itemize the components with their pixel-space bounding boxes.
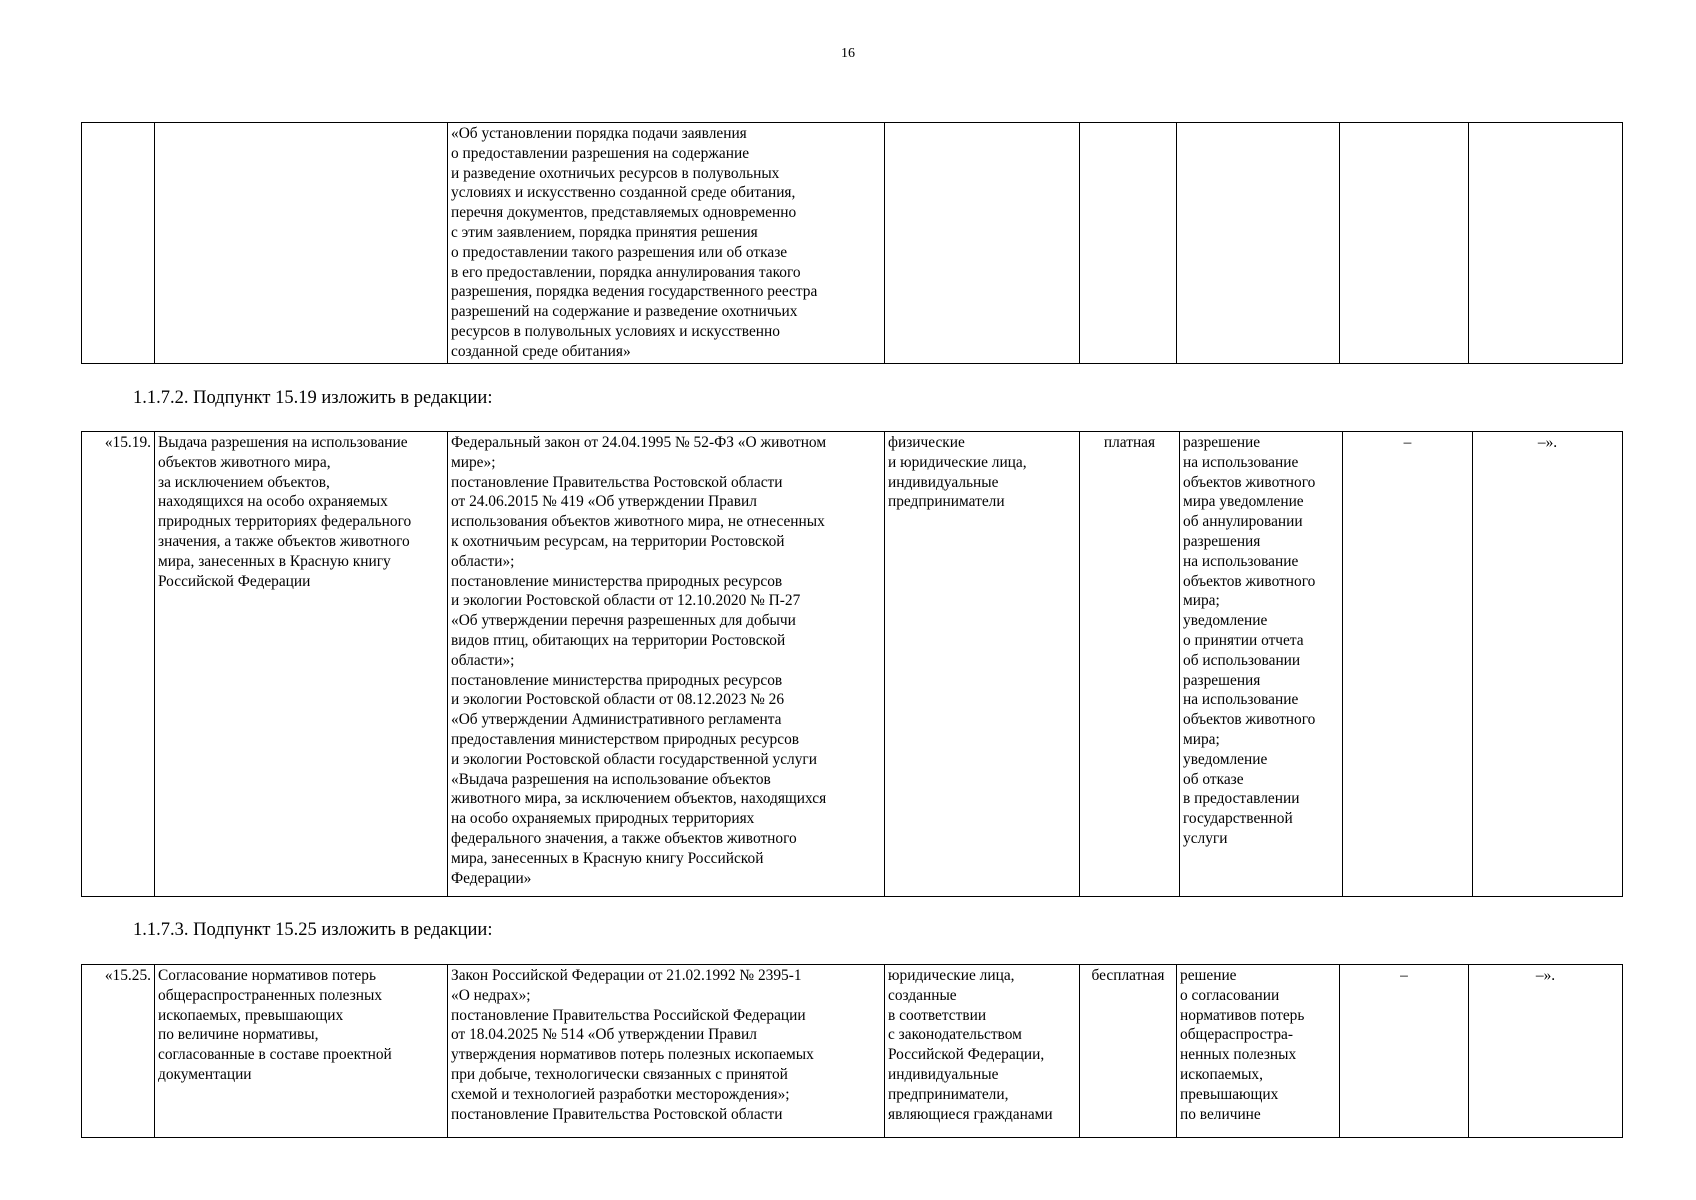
text-line: мира; [1183, 730, 1220, 748]
text-line: области»; [451, 552, 515, 570]
text-line: Согласование нормативов потерь [158, 967, 376, 984]
text-line: видов птиц, обитающих на территории Ростовской [451, 631, 786, 649]
text-line: индивидуальные [888, 473, 999, 491]
text-line: об использовании [1183, 651, 1301, 669]
cell-applicants [885, 432, 1080, 897]
cell-number: «15.25. [82, 965, 155, 1138]
text-line: нормативов потерь [1180, 1006, 1305, 1024]
text-line: по величине нормативы, [158, 1026, 319, 1044]
section-heading-1-1-7-3: 1.1.7.3. Подпункт 15.25 изложить в редакции: [133, 920, 493, 940]
text-line: уведомление [1183, 750, 1268, 768]
text-line: уведомление [1183, 612, 1268, 630]
cell-legal-basis [448, 965, 885, 1138]
text-line: «Выдача разрешения на использование объектов [451, 770, 771, 788]
cell-col8: –». [1469, 965, 1623, 1138]
table-15-19 [81, 431, 1623, 897]
cell-service-name [155, 123, 448, 364]
text-line: физические [888, 434, 965, 451]
text-line: документации [158, 1065, 252, 1083]
cell-number [82, 123, 155, 364]
text-line: использования объектов животного мира, не отнесенных [451, 513, 825, 531]
text-line: в предоставлении [1183, 790, 1300, 808]
text-line: с законодательством [888, 1026, 1022, 1044]
text-line: индивидуальные [888, 1065, 999, 1083]
text-line: об отказе [1183, 770, 1244, 788]
text-line: объектов животного [1183, 711, 1316, 729]
text-line: ресурсов в полувольных условиях и искусственно [451, 322, 780, 340]
text-line: схемой и технологией разработки месторождения»; [451, 1085, 790, 1103]
cell-result [1177, 123, 1340, 364]
text-line: утверждения нормативов потерь полезных ископаемых [451, 1046, 814, 1064]
text-line: природных территориях федерального [158, 513, 412, 531]
text-line: Российской Федерации [158, 572, 311, 590]
cell-legal-basis [448, 123, 885, 364]
text-line: об аннулировании [1183, 513, 1303, 531]
text-line: постановление Правительства Ростовской области [451, 1105, 783, 1123]
text-line: о согласовании [1180, 986, 1280, 1004]
text-line: согласованные в составе проектной [158, 1046, 392, 1064]
text-line: находящихся на особо охраняемых [158, 493, 388, 511]
text-line: юридические лица, [888, 967, 1015, 984]
text-line: предприниматели [888, 493, 1005, 511]
cell-payment: платная [1080, 432, 1180, 897]
text-line: в соответствии [888, 1006, 987, 1024]
text-line: федерального значения, а также объектов животного [451, 829, 797, 847]
cell-col7 [1340, 123, 1469, 364]
table-row [82, 965, 1623, 1138]
text-line: ископаемых, превышающих [158, 1006, 344, 1024]
text-line: «О недрах»; [451, 986, 531, 1004]
text-line: разрешений на содержание и разведение охотничьих [451, 303, 798, 321]
text-line: и экологии Ростовской области от 12.10.2020 № П-27 [451, 592, 801, 610]
text-line: на использование [1183, 552, 1299, 570]
text-line: мира, занесенных в Красную книгу Российской [451, 849, 764, 867]
text-line: о предоставлении разрешения на содержание [451, 144, 750, 162]
cell-payment: бесплатная [1080, 965, 1177, 1138]
page-number: 16 [841, 46, 855, 61]
cell-result [1177, 965, 1340, 1138]
cell-payment [1080, 123, 1177, 364]
text-line: мира, занесенных в Красную книгу [158, 552, 391, 570]
text-line: разрешение [1183, 434, 1261, 451]
text-line: мира уведомление [1183, 493, 1304, 511]
table-continuation [81, 122, 1623, 364]
text-line: разрешения [1183, 532, 1261, 550]
text-line: предприниматели, [888, 1085, 1009, 1103]
text-line: Закон Российской Федерации от 21.02.1992 № 2395-1 [451, 967, 802, 984]
text-line: на использование [1183, 691, 1299, 709]
text-line: значения, а также объектов животного [158, 532, 410, 550]
cell-col7: – [1343, 432, 1473, 897]
text-line: мире»; [451, 453, 496, 471]
text-line: ненных полезных [1180, 1046, 1297, 1064]
text-line: области»; [451, 651, 515, 669]
cell-col8: –». [1473, 432, 1623, 897]
cell-legal-basis [448, 432, 885, 897]
text-line: являющиеся гражданами [888, 1105, 1053, 1123]
text-line: объектов животного мира, [158, 453, 331, 471]
text-line: от 18.04.2025 № 514 «Об утверждении Правил [451, 1026, 757, 1044]
text-line: и экологии Ростовской области государственной услуги [451, 750, 817, 768]
text-line: предоставления министерством природных ресурсов [451, 730, 800, 748]
section-heading-1-1-7-2: 1.1.7.2. Подпункт 15.19 изложить в редакции: [133, 388, 493, 408]
text-line: о предоставлении такого разрешения или об отказе [451, 243, 788, 261]
text-line: услуги [1183, 829, 1228, 847]
text-line: созданные [888, 986, 957, 1004]
text-line: на особо охраняемых природных территориях [451, 810, 755, 828]
text-line: постановление Правительства Российской Федерации [451, 1006, 806, 1024]
text-line: на использование [1183, 453, 1299, 471]
text-line: перечня документов, представляемых одновременно [451, 204, 797, 222]
text-line: общераспространенных полезных [158, 986, 383, 1004]
text-line: постановление Правительства Ростовской области [451, 473, 783, 491]
table-15-25 [81, 964, 1623, 1138]
text-line: при добыче, технологически связанных с принятой [451, 1065, 788, 1083]
text-line: Российской Федерации, [888, 1046, 1045, 1064]
cell-number: «15.19. [82, 432, 155, 897]
text-line: объектов животного [1183, 473, 1316, 491]
text-line: по величине [1180, 1105, 1261, 1123]
text-line: Федерации» [451, 869, 532, 887]
text-line: «Об утверждении перечня разрешенных для добычи [451, 612, 796, 630]
cell-applicants [885, 123, 1080, 364]
text-line: и юридические лица, [888, 453, 1027, 471]
text-line: условиях и искусственно созданной среде обитания, [451, 184, 796, 202]
text-line: от 24.06.2015 № 419 «Об утверждении Правил [451, 493, 757, 511]
cell-col7: – [1340, 965, 1469, 1138]
text-line: общераспростра- [1180, 1026, 1293, 1044]
text-line: постановление министерства природных ресурсов [451, 671, 783, 689]
text-line: превышающих [1180, 1085, 1279, 1103]
cell-result [1180, 432, 1343, 897]
text-line: животного мира, за исключением объектов, находящихся [451, 790, 827, 808]
text-line: Федеральный закон от 24.04.1995 № 52-ФЗ «О животном [451, 434, 827, 451]
text-line: Выдача разрешения на использование [158, 434, 408, 451]
text-line: о принятии отчета [1183, 631, 1304, 649]
text-line: и разведение охотничьих ресурсов в полувольных [451, 164, 780, 182]
text-line: за исключением объектов, [158, 473, 330, 491]
cell-service-name [155, 432, 448, 897]
cell-applicants [885, 965, 1080, 1138]
table-row [82, 432, 1623, 897]
text-line: с этим заявлением, порядка принятия решения [451, 223, 758, 241]
text-line: разрешения, порядка ведения государственного реестра [451, 283, 818, 301]
text-line: к охотничьим ресурсам, на территории Ростовской [451, 532, 785, 550]
text-line: «Об утверждении Административного регламента [451, 711, 782, 729]
text-line: «Об установлении порядка подачи заявления [451, 125, 747, 142]
text-line: созданной среде обитания» [451, 342, 631, 360]
text-line: в его предоставлении, порядка аннулирования такого [451, 263, 801, 281]
cell-service-name [155, 965, 448, 1138]
table-row [82, 123, 1623, 364]
text-line: объектов животного [1183, 572, 1316, 590]
text-line: и экологии Ростовской области от 08.12.2023 № 26 [451, 691, 785, 709]
text-line: постановление министерства природных ресурсов [451, 572, 783, 590]
text-line: решение [1180, 967, 1237, 984]
text-line: разрешения [1183, 671, 1261, 689]
text-line: ископаемых, [1180, 1065, 1263, 1083]
text-line: государственной [1183, 810, 1293, 828]
text-line: мира; [1183, 592, 1220, 610]
cell-col8 [1469, 123, 1623, 364]
